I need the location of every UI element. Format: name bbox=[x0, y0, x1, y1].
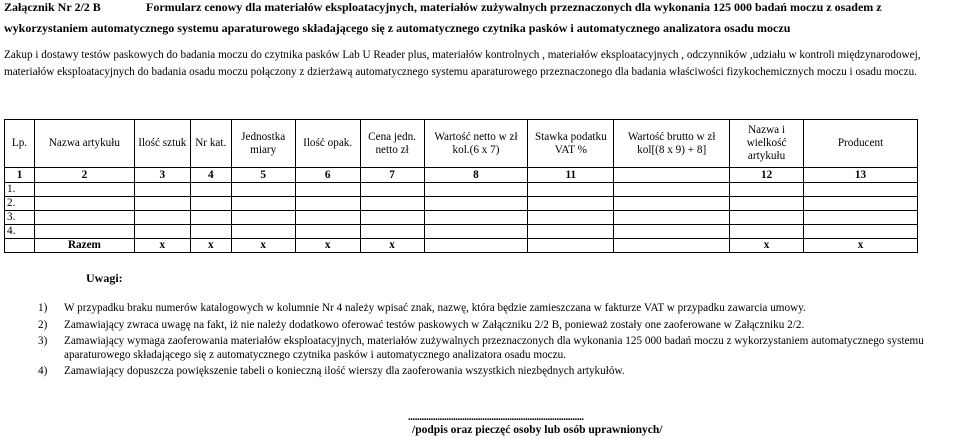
header-catalog-no: Nr kat. bbox=[190, 120, 231, 168]
col-num: 1 bbox=[5, 168, 35, 183]
signature-label: /podpis oraz pieczęć osoby lub osób uprawnionych/ bbox=[412, 424, 663, 436]
cell[interactable] bbox=[730, 211, 804, 225]
cell[interactable] bbox=[295, 183, 360, 197]
row-number: 2. bbox=[5, 197, 35, 211]
col-num: 3 bbox=[134, 168, 190, 183]
col-num: 7 bbox=[360, 168, 424, 183]
cell[interactable] bbox=[34, 225, 134, 239]
row-number: 4. bbox=[5, 225, 35, 239]
form-title-line1: Formularz cenowy dla materiałów eksploatacyjnych, materiałów zużywalnych przeznaczonych dla wykonania 125 000 badań moczu z osadem z bbox=[146, 0, 882, 14]
summary-row bbox=[5, 239, 918, 253]
cell[interactable] bbox=[528, 197, 614, 211]
col-num: 6 bbox=[295, 168, 360, 183]
cell[interactable] bbox=[528, 183, 614, 197]
cell[interactable] bbox=[804, 211, 918, 225]
header-gross-value: Wartość brutto w zł kol[(8 x 9) + 8] bbox=[614, 120, 730, 168]
cell[interactable] bbox=[231, 197, 295, 211]
cell[interactable] bbox=[134, 225, 190, 239]
cell[interactable] bbox=[528, 225, 614, 239]
cell[interactable] bbox=[231, 183, 295, 197]
attachment-label: Załącznik Nr 2/2 B bbox=[4, 0, 101, 14]
table-row bbox=[5, 183, 918, 197]
cell[interactable] bbox=[614, 239, 730, 253]
cell[interactable] bbox=[295, 211, 360, 225]
summary-x: x bbox=[190, 239, 231, 253]
summary-label: Razem bbox=[34, 239, 134, 253]
intro-paragraph: Zakup i dostawy testów paskowych do badania moczu do czytnika pasków Lab U Reader plus, materiałów kontrolnych , materiałów eksploatacyjnych , odczynników ,udziału w kontroli międzynarodowej, materiałów eksploatacyjnych do badania osadu moczu połączony z dzierżawą automatycznego systemu aparaturowego przeznaczonego dla badania właściwości fizykochemicznych moczu i osadu moczu. bbox=[4, 49, 921, 78]
signature-line: .............................................................................. bbox=[408, 411, 584, 423]
note-text: W przypadku braku numerów katalogowych w kolumnie Nr 4 należy wpisać znak, nazwę, która będzie zamieszczana w fakturze VAT w przypadku zawarcia umowy. bbox=[64, 302, 806, 314]
header-packages: Ilość opak. bbox=[295, 120, 360, 168]
cell[interactable] bbox=[614, 183, 730, 197]
col-num: 4 bbox=[190, 168, 231, 183]
cell[interactable] bbox=[730, 225, 804, 239]
summary-x: x bbox=[730, 239, 804, 253]
cell[interactable] bbox=[134, 197, 190, 211]
cell[interactable] bbox=[730, 183, 804, 197]
note-number: 1) bbox=[38, 302, 48, 314]
col-num bbox=[614, 168, 730, 183]
cell[interactable] bbox=[190, 211, 231, 225]
cell[interactable] bbox=[295, 197, 360, 211]
row-number: 3. bbox=[5, 211, 35, 225]
cell[interactable] bbox=[360, 183, 424, 197]
header-unit: Jednostka miary bbox=[231, 120, 295, 168]
cell[interactable] bbox=[295, 225, 360, 239]
header-producer: Producent bbox=[804, 120, 918, 168]
header-net-value: Wartość netto w zł kol.(6 x 7) bbox=[424, 120, 528, 168]
cell[interactable] bbox=[134, 211, 190, 225]
summary-x: x bbox=[134, 239, 190, 253]
cell[interactable] bbox=[614, 211, 730, 225]
table-row bbox=[5, 211, 918, 225]
cell[interactable] bbox=[134, 183, 190, 197]
col-num: 12 bbox=[730, 168, 804, 183]
table-row bbox=[5, 225, 918, 239]
note-number: 4) bbox=[38, 365, 48, 377]
cell[interactable] bbox=[424, 197, 528, 211]
note-text: Zamawiający dopuszcza powiększenie tabeli o konieczną ilość wierszy dla zaoferowania wszystkich niezbędnych artykułów. bbox=[64, 365, 625, 377]
cell[interactable] bbox=[804, 197, 918, 211]
cell[interactable] bbox=[528, 211, 614, 225]
cell bbox=[528, 239, 614, 253]
summary-x: x bbox=[804, 239, 918, 253]
cell[interactable] bbox=[231, 211, 295, 225]
cell[interactable] bbox=[424, 225, 528, 239]
cell[interactable] bbox=[424, 211, 528, 225]
header-article-size: Nazwa i wielkość artykułu bbox=[730, 120, 804, 168]
cell[interactable] bbox=[34, 183, 134, 197]
col-num: 11 bbox=[528, 168, 614, 183]
note-text: Zamawiający zwraca uwagę na fakt, iż nie należy dodatkowo oferować testów paskowych w Załączniku 2/2 B, ponieważ zostały one zaoferowane w Załączniku 2/2. bbox=[64, 319, 805, 331]
header-lp: Lp. bbox=[5, 120, 35, 168]
summary-x: x bbox=[231, 239, 295, 253]
column-number-row bbox=[5, 168, 918, 183]
cell[interactable] bbox=[34, 211, 134, 225]
col-num: 5 bbox=[231, 168, 295, 183]
col-num: 13 bbox=[804, 168, 918, 183]
col-num: 2 bbox=[34, 168, 134, 183]
header-item-name: Nazwa artykułu bbox=[34, 120, 134, 168]
cell[interactable] bbox=[190, 183, 231, 197]
header-vat-rate: Stawka podatku VAT % bbox=[528, 120, 614, 168]
table-header-row bbox=[5, 120, 918, 168]
cell[interactable] bbox=[424, 239, 528, 253]
cell[interactable] bbox=[424, 183, 528, 197]
cell[interactable] bbox=[804, 225, 918, 239]
notes-title: Uwagi: bbox=[86, 271, 123, 285]
col-num: 8 bbox=[424, 168, 528, 183]
table-row bbox=[5, 197, 918, 211]
note-number: 3) bbox=[38, 335, 48, 347]
cell[interactable] bbox=[360, 211, 424, 225]
header-quantity: Ilość sztuk bbox=[134, 120, 190, 168]
cell[interactable] bbox=[614, 225, 730, 239]
summary-x: x bbox=[295, 239, 360, 253]
cell[interactable] bbox=[190, 197, 231, 211]
cell[interactable] bbox=[614, 197, 730, 211]
cell[interactable] bbox=[190, 225, 231, 239]
cell[interactable] bbox=[360, 197, 424, 211]
cell bbox=[5, 239, 35, 253]
note-number: 2) bbox=[38, 319, 48, 331]
cell[interactable] bbox=[730, 197, 804, 211]
note-text: Zamawiający wymaga zaoferowania materiałów eksploatacyjnych, materiałów zużywalnych przeznaczonych dla wykonania 125 000 badań moczu z wykorzystaniem automatycznego systemu aparaturowego składającego się z automatycznego czytnika pasków i automatycznego analizatora osadu moczu. bbox=[64, 335, 924, 361]
header-unit-price: Cena jedn. netto zł bbox=[360, 120, 424, 168]
form-title-line2: wykorzystaniem automatycznego systemu aparaturowego składającego się z automatycznego czytnika pasków i automatycznego analizatora osadu moczu bbox=[4, 21, 791, 35]
cell[interactable] bbox=[231, 225, 295, 239]
summary-x: x bbox=[360, 239, 424, 253]
price-form-table bbox=[4, 119, 918, 253]
cell[interactable] bbox=[34, 197, 134, 211]
cell[interactable] bbox=[360, 225, 424, 239]
row-number: 1. bbox=[5, 183, 35, 197]
cell[interactable] bbox=[804, 183, 918, 197]
